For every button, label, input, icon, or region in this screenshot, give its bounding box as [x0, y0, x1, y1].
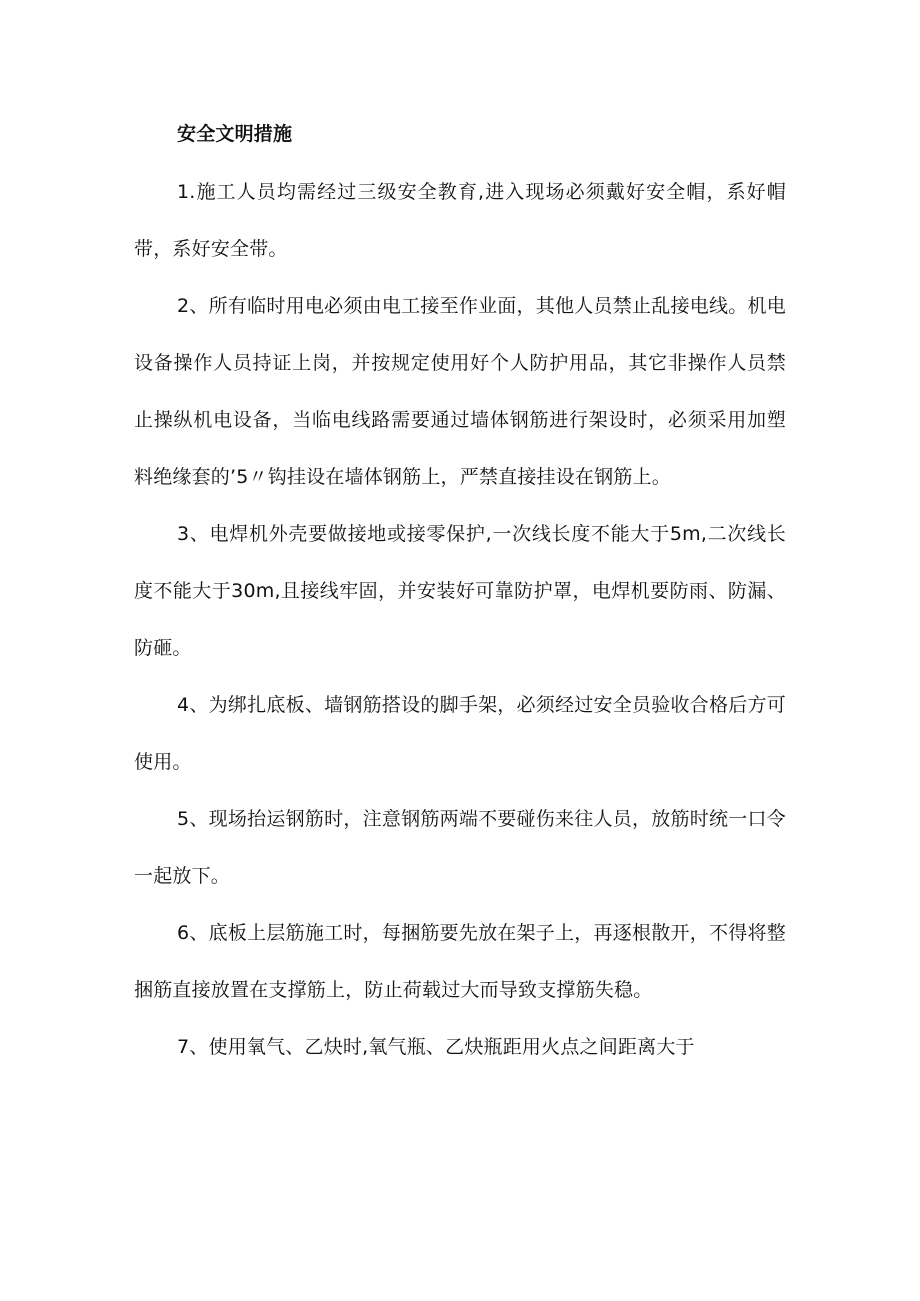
- title-spacer: [134, 156, 786, 164]
- paragraph-3: 3、电焊机外壳要做接地或接零保护,一次线长度不能大于5m,二次线长度不能大于30m,且接线牢固，并安装好可靠防护罩，电焊机要防雨、防漏、防砸。: [134, 523, 786, 659]
- paragraph-4: 4、为绑扎底板、墙钢筋搭设的脚手架，必须经过安全员验收合格后方可使用。: [134, 694, 786, 773]
- paragraph-2: 2、所有临时用电必须由电工接至作业面，其他人员禁止乱接电线。机电设备操作人员持证上岗，并按规定使用好个人防护用品，其它非操作人员禁止操纵机电设备，当临电线路需要通过墙体钢筋进行架设时，必须采用加塑料绝缘套的’5〃钩挂设在墙体钢筋上，严禁直接挂设在钢筋上。: [134, 295, 786, 488]
- paragraph-6: 6、底板上层筋施工时，每捆筋要先放在架子上，再逐根散开，不得将整捆筋直接放置在支撑筋上，防止荷载过大而导致支撑筋失稳。: [134, 922, 786, 1001]
- paragraph-7: 7、使用氧气、乙炔时,氧气瓶、乙炔瓶距用火点之间距离大于: [177, 1036, 695, 1058]
- page-title: 安全文明措施: [177, 123, 293, 145]
- paragraph-1: 1.施工人员均需经过三级安全教育,进入现场必须戴好安全帽，系好帽带，系好安全带。: [134, 181, 786, 260]
- document-body: [134, 112, 786, 1076]
- paragraph-5: 5、现场抬运钢筋时，注意钢筋两端不要碰伤来往人员，放筋时统一口令一起放下。: [134, 808, 786, 887]
